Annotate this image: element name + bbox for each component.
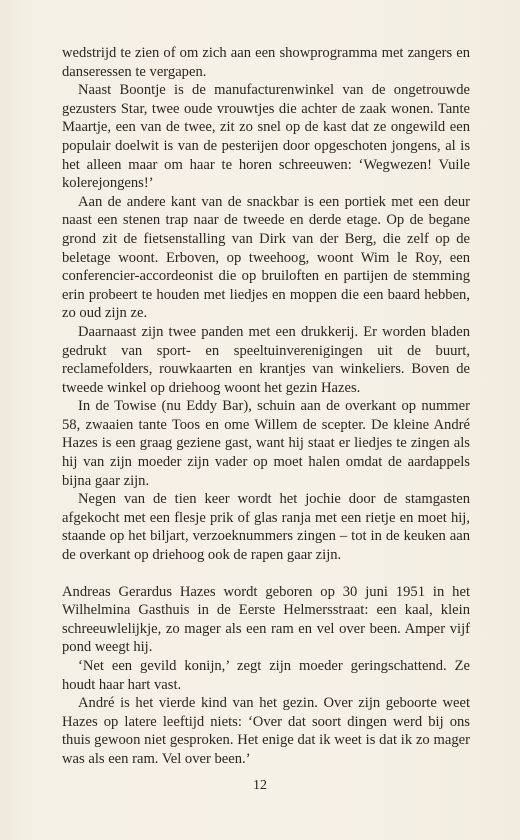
body-text (62, 44, 470, 769)
paragraph-1: wedstrijd te zien of om zich aan een showprogramma met zangers en danseressen te vergapen. (62, 45, 470, 80)
paragraph-3: Aan de andere kant van de snackbar is een portiek met een deur naast een stenen trap naar de tweede en derde etage. Op de begane grond zit de fietsenstalling van Dirk van der Berg, die zelf op de beletage woont. Erboven, op tweehoog, woont Wim le Roy, een conferencier-accordeonist die op bruiloften en partijen de stemming erin probeert te houden met liedjes en moppen die een baard hebben, zo oud zijn ze. (62, 193, 470, 322)
page-number: 12 (253, 778, 267, 793)
paragraph-7: Andreas Gerardus Hazes wordt geboren op 30 juni 1951 in het Wilhelmina Gasthuis in de Eerste Helmersstraat: een kaal, klein schreeuwlelijkje, zo mager als een ram en vel over been. Amper vijf pond weegt hij. (62, 583, 470, 656)
paragraph-5: In de Towise (nu Eddy Bar), schuin aan de overkant op nummer 58, zwaaien tante Toos en ome Willem de scepter. De kleine André Hazes is een graag geziene gast, want hij staat er liedjes te zingen als hij van zijn moeder zijn vader op moet halen omdat de aardappels bijna gaar zijn. (62, 398, 470, 489)
paragraph-6: Negen van de tien keer wordt het jochie door de stamgasten afgekocht met een flesje prik of glas ranja met een rietje en moet hij, staande op het biljart, verzoeknummers zingen – tot in de keuken aan de overkant op driehoog ook de rapen gaar zijn. (62, 491, 470, 564)
paragraph-4: Daarnaast zijn twee panden met een drukkerij. Er worden bladen gedrukt van sport- en speeltuinverenigingen uit de buurt, reclamefolders, rouwkaarten en krantjes van winkeliers. Boven de tweede winkel op driehoog woont het gezin Hazes. (62, 323, 470, 396)
paragraph-8: ‘Net een gevild konijn,’ zegt zijn moeder geringschattend. Ze houdt haar hart vast. (62, 658, 470, 693)
paragraph-9: André is het vierde kind van het gezin. Over zijn geboorte weet Hazes op latere leeftijd niets: ‘Over dat soort dingen werd bij ons thuis gewoon niet gesproken. Het enige dat ik weet is dat ik zo mager was als een ram. Vel over been.’ (62, 695, 470, 767)
paragraph-2: Naast Boontje is de manufacturenwinkel van de ongetrouwde gezusters Star, twee oude vrouwtjes die achter de zaak wonen. Tante Maartje, een van de twee, zit zo snel op de kast dat ze ongewild een populair doelwit is van de pesterijen door opgeschoten jongens, al is het alleen maar om haar te horen schreeuwen: ‘Wegwezen! Vuile kolerejongens!’ (62, 82, 470, 192)
